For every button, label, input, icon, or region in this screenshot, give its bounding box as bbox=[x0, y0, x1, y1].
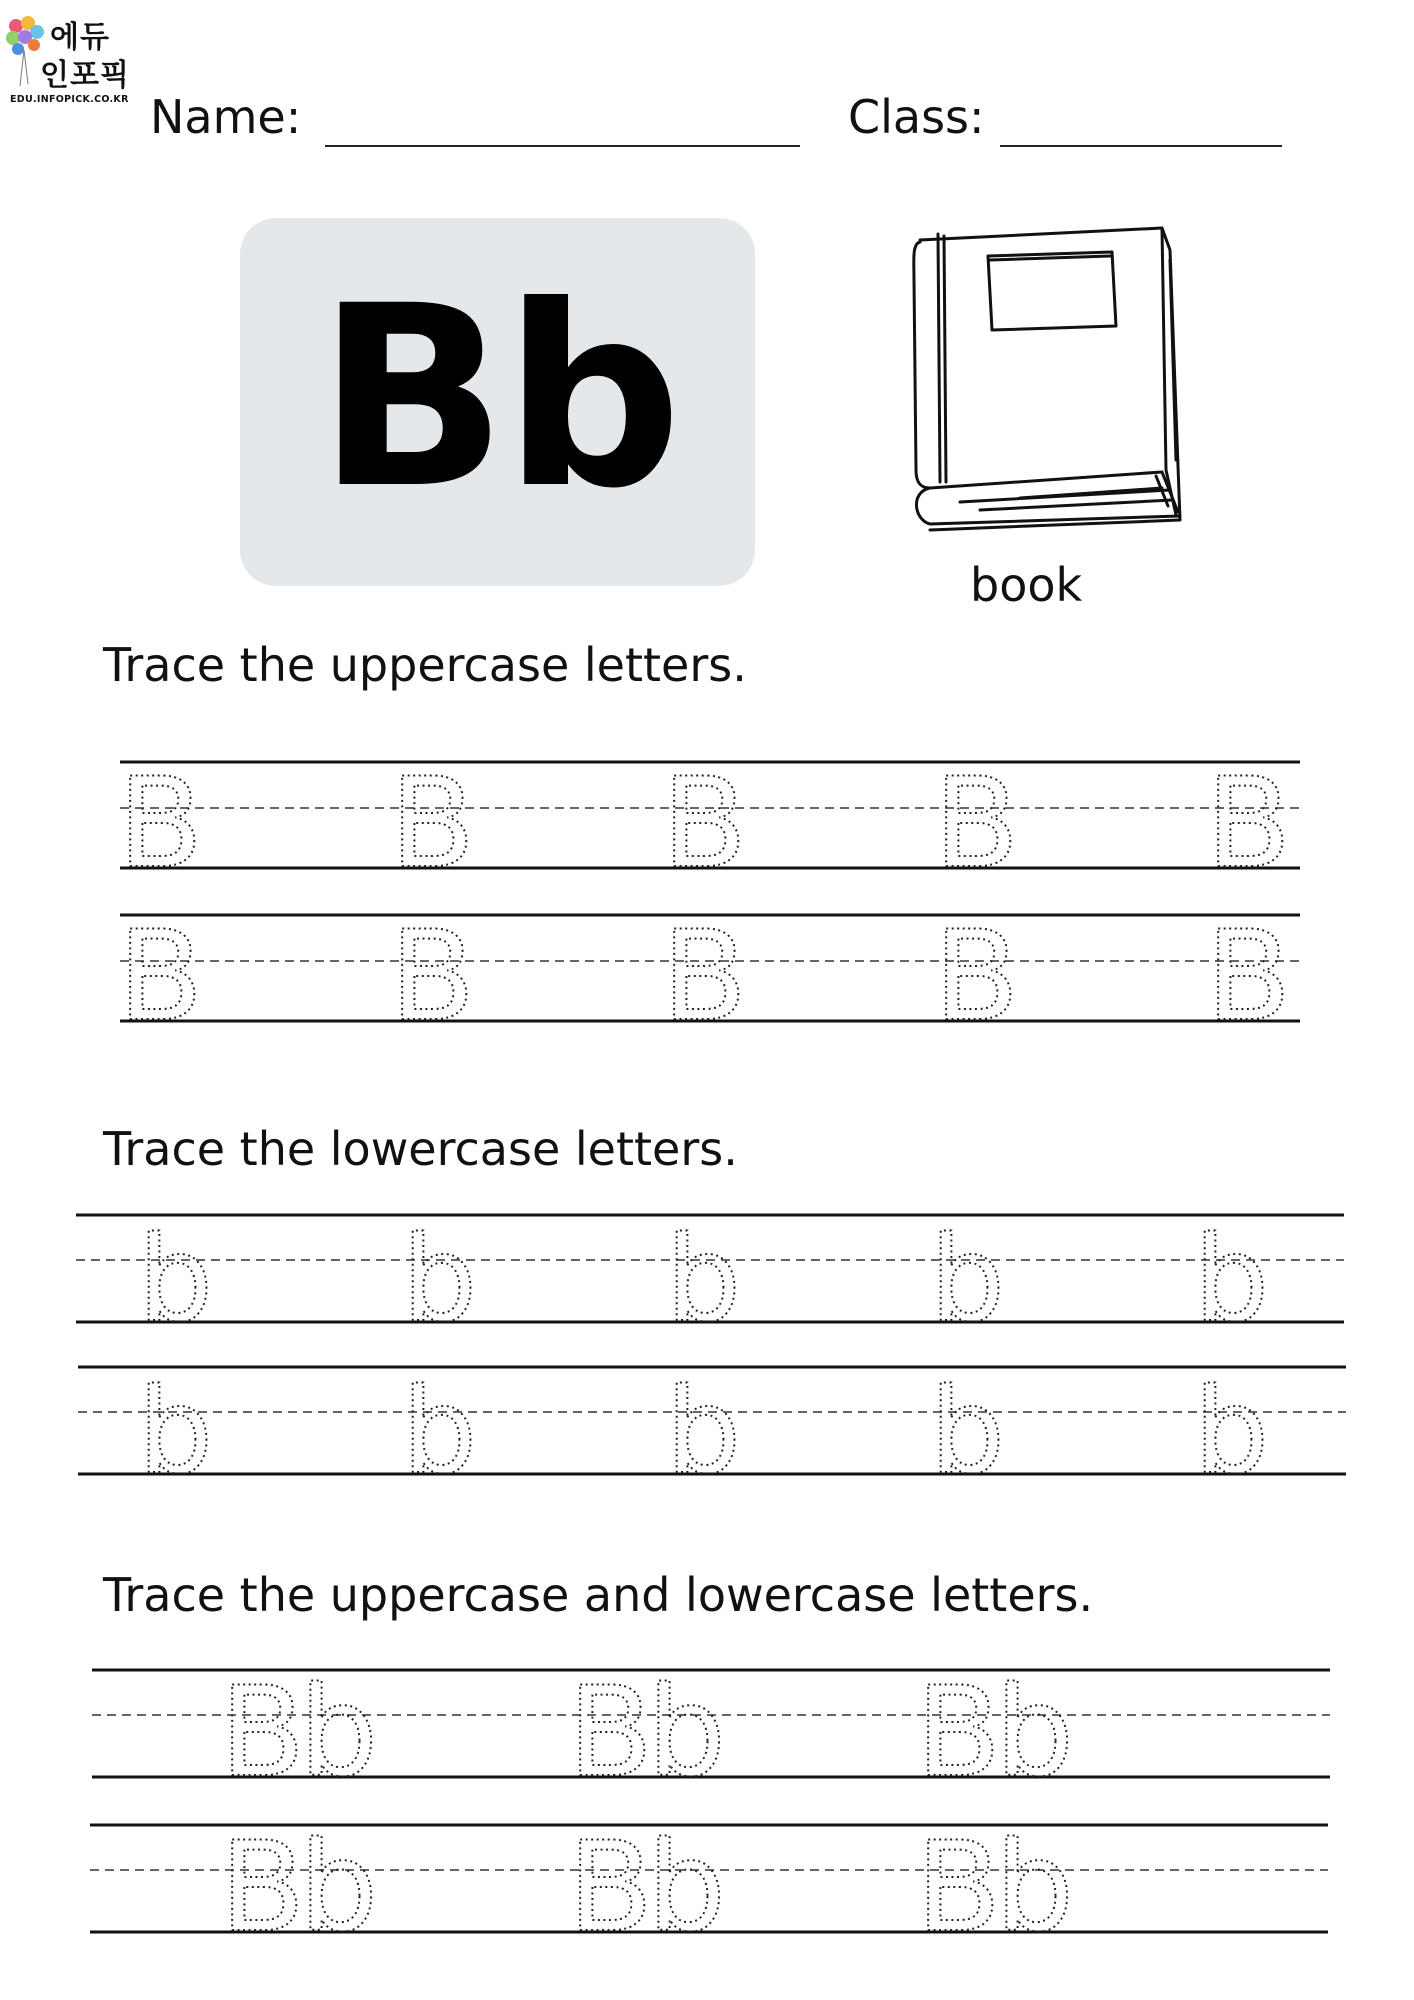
logo-text-line1: 에듀 bbox=[50, 20, 110, 55]
trace-letter: B bbox=[1206, 905, 1290, 1049]
trace-letter: Bb bbox=[220, 1661, 372, 1805]
trace-letter: B bbox=[118, 905, 202, 1049]
trace-row[interactable] bbox=[118, 752, 1300, 896]
trace-letter: b bbox=[1194, 1362, 1269, 1500]
trace-letter: Bb bbox=[568, 1816, 720, 1960]
trace-letter: Bb bbox=[916, 1816, 1068, 1960]
trace-row[interactable] bbox=[78, 1362, 1346, 1500]
featured-letters: Bb bbox=[316, 252, 679, 543]
trace-letter: b bbox=[666, 1362, 741, 1500]
trace-letter: b bbox=[1194, 1210, 1269, 1348]
trace-letter: B bbox=[662, 752, 746, 896]
trace-letter: B bbox=[934, 905, 1018, 1049]
logo-text-line2: 인포픽 bbox=[40, 58, 130, 93]
trace-row[interactable] bbox=[92, 1661, 1330, 1805]
trace-letter: B bbox=[118, 752, 202, 896]
section-2-instruction: Trace the lowercase letters. bbox=[103, 1122, 738, 1176]
trace-letter: b bbox=[138, 1362, 213, 1500]
trace-row[interactable] bbox=[90, 1816, 1328, 1960]
trace-letter: B bbox=[390, 752, 474, 896]
trace-letter: Bb bbox=[916, 1661, 1068, 1805]
trace-row[interactable] bbox=[76, 1210, 1344, 1348]
trace-letter: B bbox=[662, 905, 746, 1049]
section-3-instruction: Trace the uppercase and lowercase letters. bbox=[103, 1568, 1094, 1622]
picture-word: book bbox=[970, 558, 1083, 612]
trace-letter: b bbox=[930, 1210, 1005, 1348]
trace-letter: b bbox=[402, 1210, 477, 1348]
class-label: Class: bbox=[848, 90, 985, 144]
trace-letter: b bbox=[930, 1362, 1005, 1500]
trace-letter: Bb bbox=[220, 1816, 372, 1960]
name-label: Name: bbox=[150, 90, 302, 144]
trace-letter: b bbox=[138, 1210, 213, 1348]
section-1-instruction: Trace the uppercase letters. bbox=[103, 638, 747, 692]
trace-row[interactable] bbox=[118, 905, 1300, 1049]
trace-letter: B bbox=[934, 752, 1018, 896]
trace-letter: b bbox=[402, 1362, 477, 1500]
trace-letter: B bbox=[390, 905, 474, 1049]
trace-letter: b bbox=[666, 1210, 741, 1348]
trace-letter: Bb bbox=[568, 1661, 720, 1805]
logo-url: EDU.INFOPICK.CO.KR bbox=[10, 94, 129, 105]
trace-letter: B bbox=[1206, 752, 1290, 896]
